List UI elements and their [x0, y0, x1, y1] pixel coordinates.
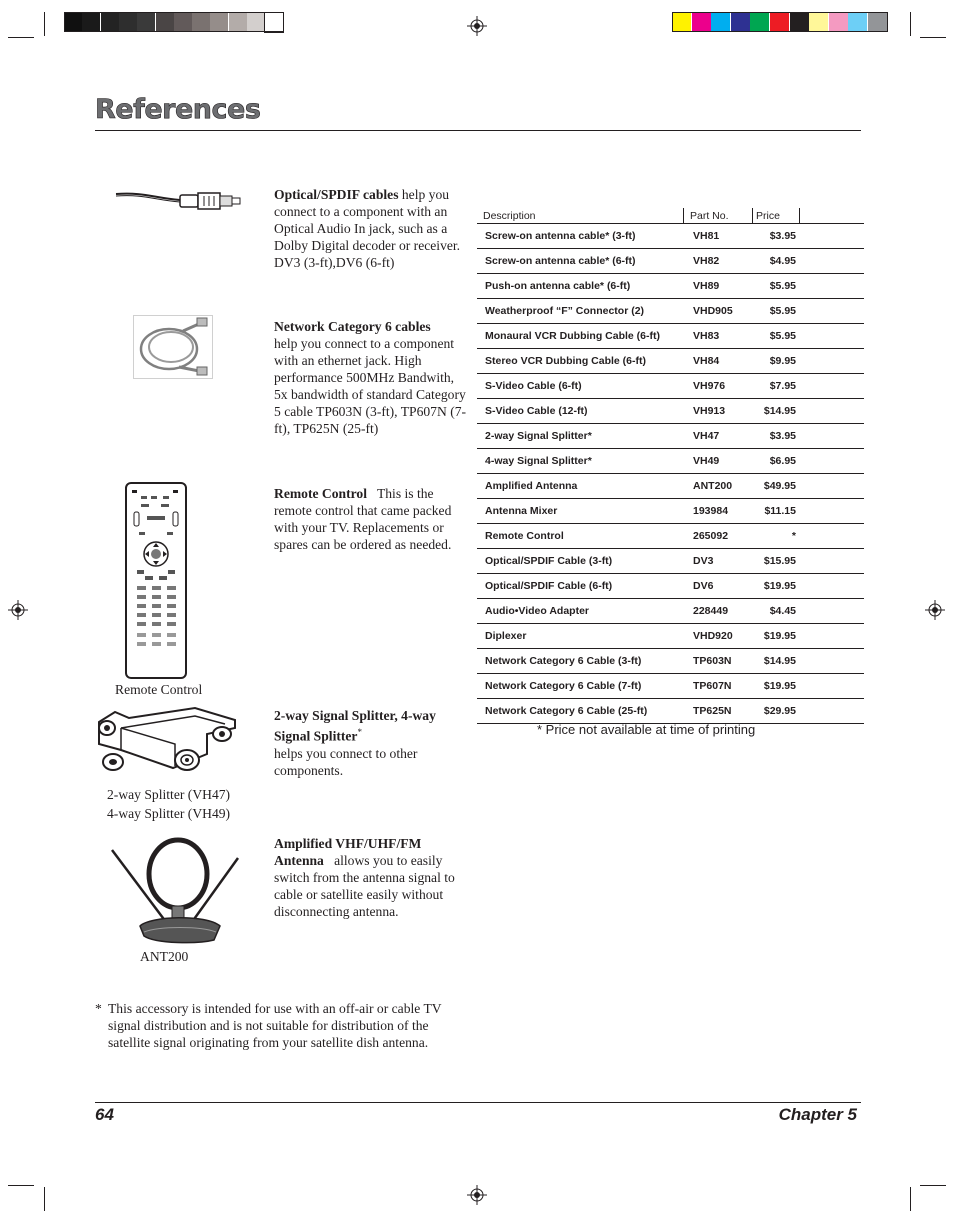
table-row — [477, 624, 864, 649]
cell-part-number: TP607N — [693, 680, 732, 692]
cell-description: Amplified Antenna — [485, 480, 578, 492]
page-title: References — [95, 94, 261, 125]
cell-description: Optical/SPDIF Cable (3-ft) — [485, 555, 613, 567]
cell-price: $19.95 — [763, 630, 796, 642]
antenna-description — [274, 835, 470, 920]
cell-price: $3.95 — [769, 430, 796, 442]
cell-part-number: VH49 — [693, 455, 720, 467]
remote-control-description — [274, 485, 468, 553]
cell-description: Remote Control — [485, 530, 564, 542]
table-row — [477, 574, 864, 599]
table-row — [477, 674, 864, 699]
footnote-text: This accessory is intended for use with an off-air or cable TV signal distribution and is not suitable for distribution of the satellite signal originating from your satellite dish antenna. — [108, 1001, 442, 1050]
product-title: Antenna — [274, 853, 324, 868]
cell-description: Weatherproof “F” Connector (2) — [485, 305, 645, 317]
cell-description: S-Video Cable (6-ft) — [485, 380, 582, 392]
table-header — [477, 208, 864, 224]
cell-description: Network Category 6 Cable (25-ft) — [485, 705, 648, 717]
cell-part-number: VH913 — [693, 405, 726, 417]
crop-mark — [44, 12, 45, 36]
remote-control-icon — [125, 482, 187, 679]
cell-description: Monaural VCR Dubbing Cable (6-ft) — [485, 330, 660, 342]
cell-description: Screw-on antenna cable* (3-ft) — [485, 230, 636, 242]
signal-splitter-caption-2way: 2-way Splitter (VH47) — [107, 787, 231, 802]
footnote-marker: * — [357, 727, 362, 737]
cell-price: $6.95 — [769, 455, 796, 467]
calibration-strip-border — [64, 12, 284, 32]
cell-price: $29.95 — [763, 705, 796, 717]
cell-price: $9.95 — [769, 355, 796, 367]
column-header: Price — [756, 210, 780, 222]
chapter-label: Chapter 5 — [778, 1105, 857, 1124]
product-title: Amplified VHF/UHF/FM — [274, 836, 422, 851]
registration-target-icon — [925, 600, 945, 620]
registration-target-icon — [8, 600, 28, 620]
column-header: Part No. — [690, 210, 729, 222]
table-row — [477, 649, 864, 674]
crop-mark — [910, 12, 911, 36]
cell-price: $15.95 — [763, 555, 796, 567]
price-table — [477, 208, 864, 724]
table-row — [477, 499, 864, 524]
product-body: helps you connect to other components. — [274, 745, 418, 778]
crop-mark — [910, 1187, 911, 1211]
cell-price: $7.95 — [769, 380, 796, 392]
cell-part-number: DV6 — [693, 580, 714, 592]
cell-price: $5.95 — [769, 330, 796, 342]
crop-mark — [920, 37, 946, 38]
cell-part-number: VH89 — [693, 280, 720, 292]
cell-part-number: VH82 — [693, 255, 720, 267]
cell-price: $14.95 — [763, 405, 796, 417]
cell-part-number: 193984 — [693, 505, 729, 517]
cell-price: * — [791, 530, 796, 542]
product-title: Optical/SPDIF cables — [274, 187, 399, 202]
product-title: Network Category 6 cables — [274, 319, 431, 334]
cell-description: Screw-on antenna cable* (6-ft) — [485, 255, 636, 267]
crop-mark — [8, 37, 34, 38]
cell-part-number: TP625N — [693, 705, 732, 717]
product-body: This is the remote control that came packed with your TV. Replacements or spares can be ordered as needed. — [274, 486, 452, 552]
cell-part-number: VH81 — [693, 230, 720, 242]
crop-mark — [8, 1185, 34, 1186]
cell-price: $5.95 — [769, 305, 796, 317]
cell-description: 2-way Signal Splitter* — [485, 430, 592, 442]
optical-cable-description — [274, 186, 466, 271]
heading-rule — [95, 130, 861, 131]
cell-description: Stereo VCR Dubbing Cable (6-ft) — [485, 355, 647, 367]
cell-part-number: DV3 — [693, 555, 714, 567]
cell-part-number: VH976 — [693, 380, 726, 392]
registration-target-icon — [467, 1185, 487, 1205]
cell-price: $19.95 — [763, 580, 796, 592]
cell-price: $49.95 — [763, 480, 796, 492]
cell-price: $11.15 — [764, 505, 796, 517]
cell-price: $4.45 — [769, 605, 796, 617]
cell-description: Network Category 6 Cable (3-ft) — [485, 655, 642, 667]
signal-splitter-icon — [95, 704, 240, 780]
column-divider — [752, 208, 753, 224]
cell-part-number: 228449 — [693, 605, 729, 617]
cell-part-number: ANT200 — [693, 480, 733, 492]
table-row — [477, 599, 864, 624]
column-divider — [683, 208, 684, 224]
table-row — [477, 374, 864, 399]
crop-mark — [44, 1187, 45, 1211]
crop-mark — [920, 1185, 946, 1186]
cell-description: Diplexer — [485, 630, 527, 642]
product-title: 2-way Signal Splitter, 4-way Signal Splitter — [274, 708, 436, 744]
table-row — [477, 249, 864, 274]
table-row — [477, 349, 864, 374]
table-row — [477, 474, 864, 499]
product-body: help you connect to a component with an ethernet jack. High performance 500MHz Bandwith, 5x bandwidth of standard Category 5 cable TP603N (3-ft), TP607N (7-ft), TP625N (25-ft) — [274, 336, 467, 436]
table-row — [477, 524, 864, 549]
remote-control-caption: Remote Control — [115, 682, 203, 697]
network-cable-icon — [133, 315, 213, 379]
table-body — [477, 224, 864, 724]
footer-rule — [95, 1102, 861, 1103]
cell-price: $19.95 — [763, 680, 796, 692]
table-row — [477, 424, 864, 449]
cell-part-number: VHD920 — [693, 630, 733, 642]
optical-cable-icon — [114, 186, 244, 216]
cell-part-number: VH47 — [693, 430, 720, 442]
product-body: switch from the antenna signal to cable or satellite easily without disconnecting antenna. — [274, 870, 455, 919]
calibration-strip-border — [672, 12, 888, 32]
registration-target-icon — [467, 16, 487, 36]
table-row — [477, 549, 864, 574]
cell-price: $14.95 — [763, 655, 796, 667]
table-row — [477, 224, 864, 249]
cell-description: Optical/SPDIF Cable (6-ft) — [485, 580, 613, 592]
product-body: allows you to easily — [334, 853, 443, 868]
cell-part-number: VH83 — [693, 330, 720, 342]
footnote-marker: * — [95, 1001, 102, 1016]
column-divider — [799, 208, 800, 224]
page-number: 64 — [95, 1105, 114, 1124]
cell-description: 4-way Signal Splitter* — [485, 455, 592, 467]
cell-part-number: VH84 — [693, 355, 720, 367]
cell-price: $5.95 — [769, 280, 796, 292]
cell-part-number: 265092 — [693, 530, 729, 542]
table-row — [477, 449, 864, 474]
cell-price: $4.95 — [769, 255, 796, 267]
table-row — [477, 274, 864, 299]
cell-description: Network Category 6 Cable (7-ft) — [485, 680, 642, 692]
table-row — [477, 699, 864, 724]
table-row — [477, 324, 864, 349]
cell-part-number: VHD905 — [693, 305, 733, 317]
column-header: Description — [483, 210, 536, 222]
cell-price: $3.95 — [769, 230, 796, 242]
cell-description: S-Video Cable (12-ft) — [485, 405, 588, 417]
table-row — [477, 399, 864, 424]
network-cable-description — [274, 318, 470, 437]
table-note: * Price not available at time of printing — [537, 722, 756, 737]
antenna-caption: ANT200 — [140, 949, 189, 964]
signal-splitter-description — [274, 707, 468, 779]
signal-splitter-caption-4way: 4-way Splitter (VH49) — [107, 806, 231, 821]
antenna-icon — [110, 836, 240, 946]
cell-part-number: TP603N — [693, 655, 732, 667]
product-title: Remote Control — [274, 486, 367, 501]
product-body: help you connect to a component with an Optical Audio In jack, such as a Dolby Digital decoder or receiver. DV3 (3-ft),DV6 (6-ft) — [274, 187, 461, 270]
table-row — [477, 299, 864, 324]
cell-description: Audio•Video Adapter — [485, 605, 590, 617]
cell-description: Antenna Mixer — [485, 505, 558, 517]
cell-description: Push-on antenna cable* (6-ft) — [485, 280, 631, 292]
